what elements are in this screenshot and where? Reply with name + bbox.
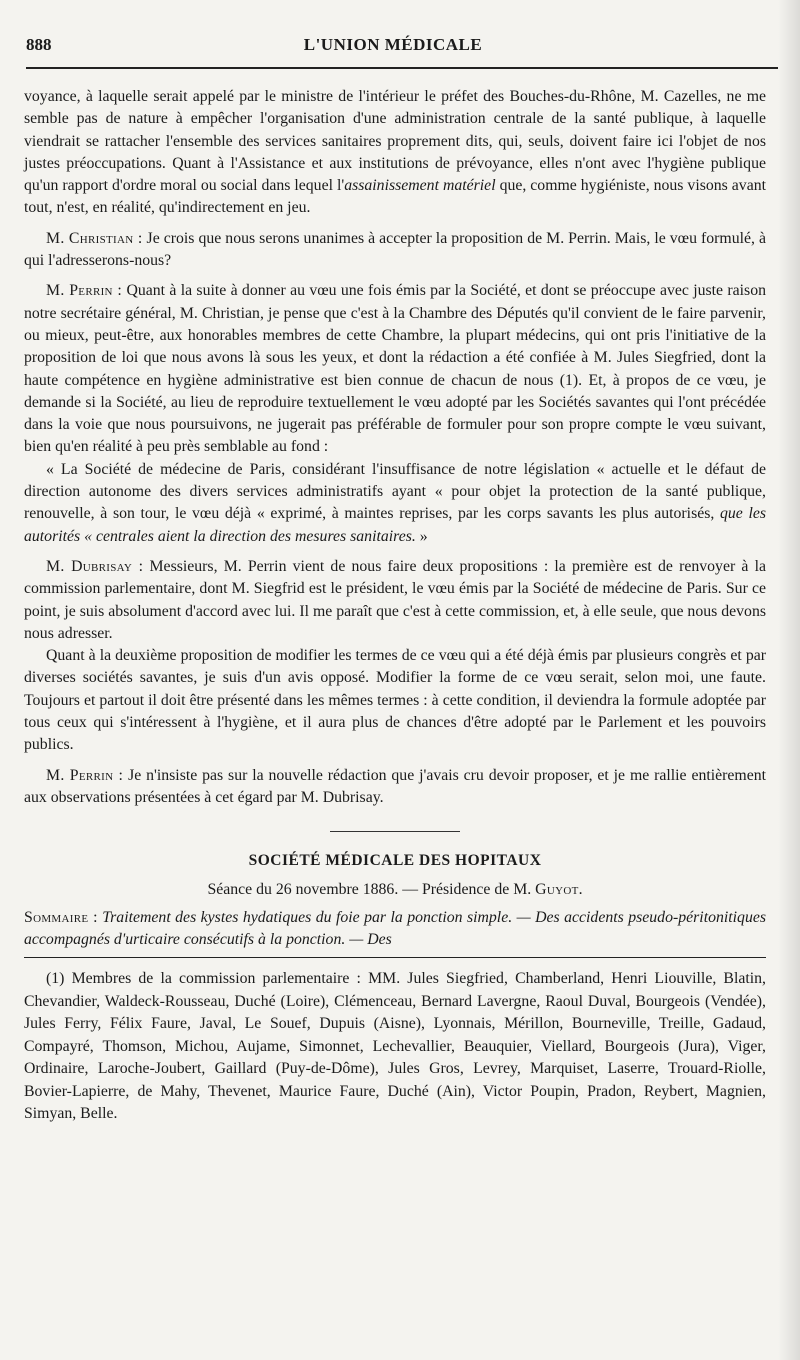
page-edge-shadow (778, 0, 800, 1360)
paragraph-continuation: voyance, à laquelle serait appelé par le ministre de l'intérieur le préfet des Bouches-du-Rhône, M. Cazelles, ne me semble pas de nature à empêcher l'organisation d'une administration centrale de la santé publique, à laquelle viendrait se rattacher l'ensemble des services sanitaires proprement dits, qui, seuls, doivent faire ici l'objet de nos justes préoccupations. Quant à l'Assistance et aux institutions de prévoyance, elles n'ont avec l'hygiène publique qu'un rapport d'ordre moral ou social dans lequel l'assainissement matériel que, comme hygiéniste, nous visons avant tout, n'est, en réalité, qu'indirectement en jeu. (24, 88, 766, 217)
speaker-name: M. Perrin : (46, 766, 124, 784)
section-title: SOCIÉTÉ MÉDICALE DES HOPITAUX (248, 852, 542, 870)
header-rule (26, 67, 778, 69)
speaker-name: M. Dubrisay : (46, 557, 144, 575)
president-name: Guyot (535, 880, 579, 898)
summary-paragraph (24, 907, 766, 952)
footnote-rule (24, 957, 766, 958)
running-header (26, 34, 760, 58)
footnote: (1) Membres de la commission parlementaire : MM. Jules Siegfried, Chamberland, Henri Liouville, Blatin, Chevandier, Waldeck-Rousseau, Duché (Loire), Clémenceau, Bernard Lavergne, Raoul Duval, Bourgeois (Vendée), Jules Ferry, Félix Faure, Javal, Le Souef, Dupuis (Aisne), Lyonnais, Mérillon, Bourneville, Treille, Gadaud, Compayré, Thomson, Michou, Aujame, Simonnet, Lechevallier, Beauquier, Viellard, Bourgeois (Jura), Viger, Ordinaire, Laroche-Joubert, Gaillard (Puy-de-Dôme), Jules Gros, Levrey, Marquiset, Laserre, Trouard-Riolle, Bovier-Lapierre, de Mahy, Thevenet, Maurice Faure, Duché (Ain), Victor Poupin, Pradon, Reybert, Magnien, Simyan, Belle. (24, 970, 766, 1123)
page-number: 888 (26, 35, 52, 54)
summary-label: Sommaire : (24, 908, 98, 926)
emphasis-text: que les autorités « centrales aient la direction des mesures sanitaires. (24, 505, 766, 545)
journal-title: L'UNION MÉDICALE (303, 35, 483, 54)
quoted-resolution: « La Société de médecine de Paris, considérant l'insuffisance de notre législation « actuelle et le défaut de direction autonome des divers services administratifs ayant « pour objet la protection de la santé publique, renouvelle, à son tour, le vœu déjà « exprimé, à maintes reprises, par les corps savants les plus autorisés, que les autorités « centrales aient la direction des mesures sanitaires. » (24, 460, 766, 545)
session-line: Séance du 26 novembre 1886. — Présidence de M. Guyot. (207, 880, 583, 898)
paragraph-perrin-reply: M. Perrin : Je n'insiste pas sur la nouvelle rédaction que j'avais cru devoir proposer, et je me rallie entièrement aux observations présentées à cet égard par M. Dubrisay. (24, 766, 766, 806)
paragraph-dubrisay-second: Quant à la deuxième proposition de modifier les termes de ce vœu qui a été déjà émis par plusieurs congrès et par diverses sociétés savantes, je suis d'un avis opposé. Modifier la forme de ce vœu serait, selon moi, une faute. Toujours et partout il doit être présenté dans les mêmes termes : à cette condition, il deviendra la formule adoptée par tous ceux qui s'intéressent à l'hygiène, et il aura plus de chances d'être adopté par le Parlement et les pouvoirs publics. (24, 647, 766, 754)
article-body (24, 86, 766, 1126)
summary-text: Traitement des kystes hydatiques du foie par la ponction simple. — Des accidents pseudo-péritonitiques accompagnés d'urticaire consécutifs à la ponction. — Des (24, 908, 766, 949)
section-separator (330, 831, 460, 832)
speaker-name: M. Christian : (46, 229, 143, 247)
speaker-name: M. Perrin : (46, 282, 123, 300)
paragraph-perrin: M. Perrin : Quant à la suite à donner au vœu une fois émis par la Société, et dont se préoccupe avec juste raison notre secrétaire général, M. Christian, je pense que c'est à la Chambre des Députés qu'il convient de le faire parvenir, ou mieux, peut-être, aux honorables membres de cette Chambre, la plupart médecins, qui ont pris l'initiative de la proposition de loi que nous avons là sous les yeux, et dont la rédaction a été confiée à M. Jules Siegfried, dont la haute compétence en hygiène administrative est bien connue de chacun de nous (1). Et, à propos de ce vœu, je demande si la Société, au lieu de reproduire textuellement le vœu adopté par les Sociétés savantes qui l'ont précédée dans la voie que nous poursuivons, ne jugerait pas préférable de formuler pour son propre compte le vœu suivant, bien qu'en réalité à peu près semblable au fond : (24, 282, 766, 456)
paragraph-dubrisay: M. Dubrisay : Messieurs, M. Perrin vient de nous faire deux propositions : la première est de renvoyer à la commission parlementaire, dont M. Siegfrid est le président, le vœu émis par la Société de médecine de Paris. Sur ce point, je suis absolument d'accord avec lui. Il me paraît que c'est à cette commission, et, à elle seule, que nous devons nous adresser. (24, 557, 766, 642)
paragraph-christian: M. Christian : Je crois que nous serons unanimes à accepter la proposition de M. Perrin. Mais, le vœu formulé, à qui l'adresserons-nous? (24, 229, 766, 270)
emphasis-text: assainissement matériel (344, 177, 496, 195)
